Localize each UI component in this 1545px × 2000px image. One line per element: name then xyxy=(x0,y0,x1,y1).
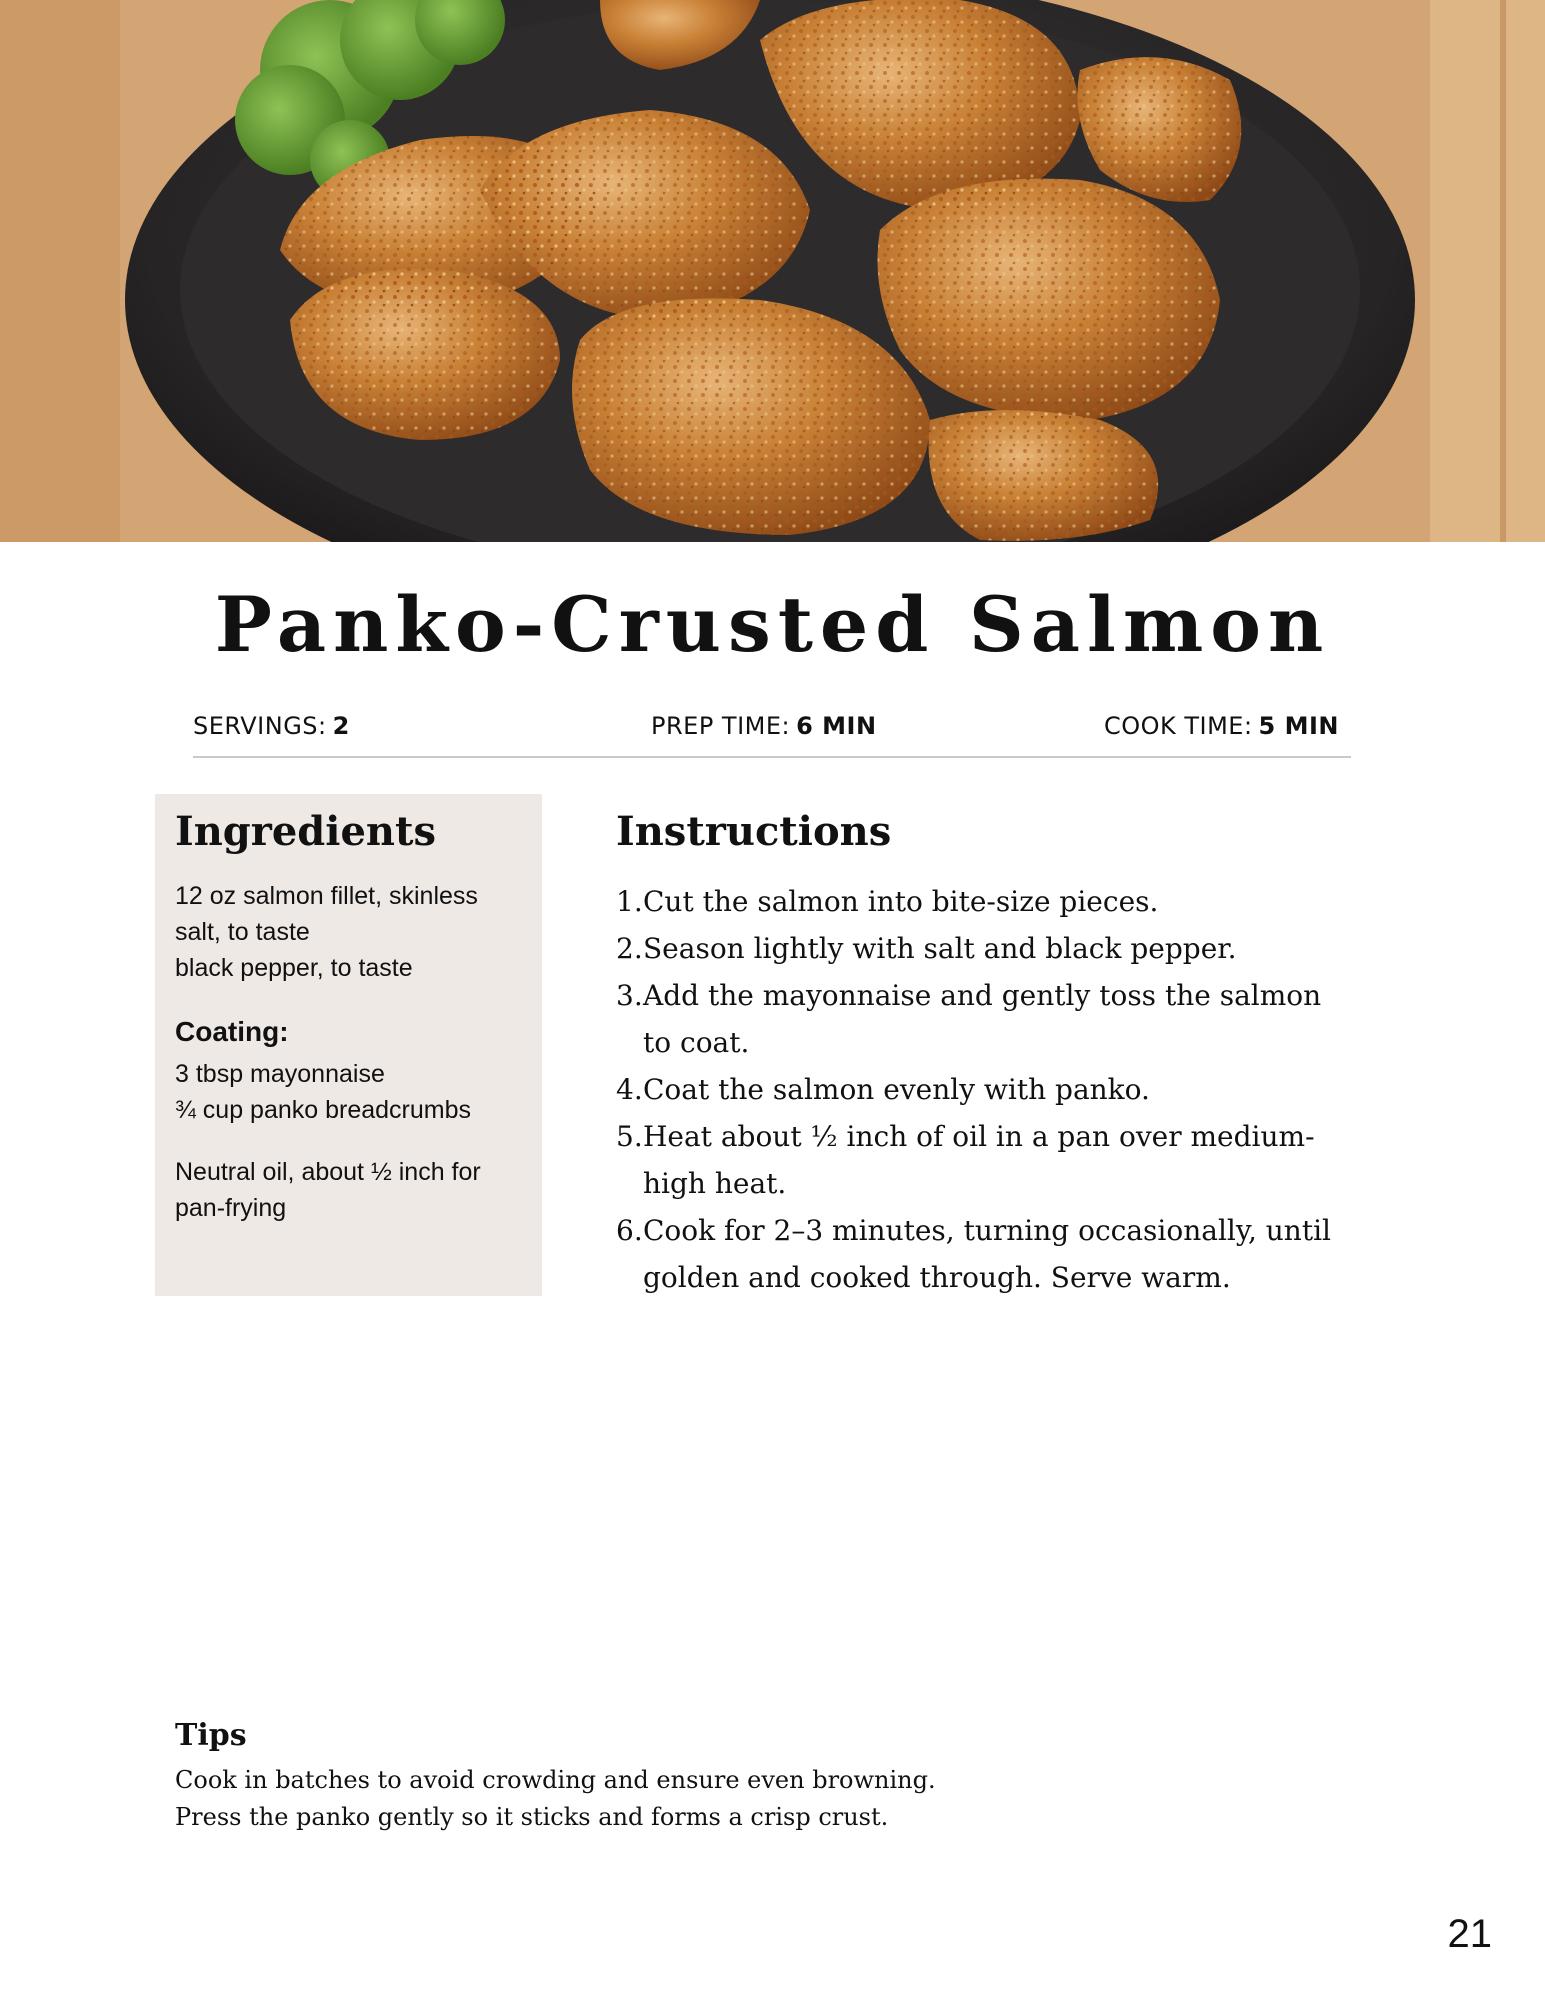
page-number: 21 xyxy=(1447,1912,1492,1956)
step-number: 1. xyxy=(616,885,643,918)
ingredients-panel xyxy=(155,794,542,1296)
step-number: 3. xyxy=(616,979,643,1012)
step-text: Cut the salmon into bite-size pieces. xyxy=(643,885,1159,918)
ingredient-item: 12 oz salmon fillet, skinless xyxy=(175,882,478,910)
step-number: 5. xyxy=(616,1120,643,1153)
coating-heading: Coating: xyxy=(175,1016,289,1047)
instruction-step xyxy=(616,1066,1336,1113)
tips-heading: Tips xyxy=(175,1718,247,1753)
step-text: Cook for 2–3 minutes, turning occasionally, until golden and cooked through. Serve warm. xyxy=(643,1214,1331,1294)
servings-value: 2 xyxy=(332,712,350,740)
coating-list xyxy=(175,1056,535,1128)
tip-line: Press the panko gently so it sticks and forms a crisp crust. xyxy=(175,1803,889,1831)
tip-line: Cook in batches to avoid crowding and ensure even browning. xyxy=(175,1766,936,1794)
cook-time-label: COOK TIME: xyxy=(1103,712,1253,740)
servings-label: SERVINGS: xyxy=(193,712,327,740)
step-text: Add the mayonnaise and gently toss the salmon to coat. xyxy=(643,979,1322,1059)
instructions-heading: Instructions xyxy=(616,808,892,855)
recipe-meta-row xyxy=(193,712,1351,746)
instruction-step xyxy=(616,925,1336,972)
cook-time-info xyxy=(1104,712,1339,740)
step-number: 6. xyxy=(616,1214,643,1247)
fried-salmon-plate-illustration xyxy=(0,0,1545,542)
hero-photo xyxy=(0,0,1545,542)
step-text: Coat the salmon evenly with panko. xyxy=(643,1073,1150,1106)
step-text: Heat about ½ inch of oil in a pan over medium-high heat. xyxy=(643,1120,1315,1200)
prep-time-info xyxy=(651,712,877,740)
instruction-step xyxy=(616,972,1336,1066)
ingredient-item: salt, to taste xyxy=(175,918,310,946)
step-number: 2. xyxy=(616,932,643,965)
tips-text xyxy=(175,1762,1075,1836)
prep-time-value: 6 MIN xyxy=(796,712,877,740)
instruction-step xyxy=(616,1113,1336,1207)
step-text: Season lightly with salt and black pepper. xyxy=(643,932,1237,965)
instructions-list xyxy=(616,878,1336,1301)
meta-divider xyxy=(193,756,1351,758)
ingredients-heading: Ingredients xyxy=(175,808,436,855)
ingredients-list xyxy=(175,878,535,986)
oil-note: Neutral oil, about ½ inch for pan-frying xyxy=(175,1158,481,1222)
coating-item: 3 tbsp mayonnaise xyxy=(175,1060,385,1088)
instruction-step xyxy=(616,1207,1336,1301)
servings-info xyxy=(193,712,350,740)
step-number: 4. xyxy=(616,1073,643,1106)
recipe-title: Panko-Crusted Salmon xyxy=(214,580,1331,669)
cook-time-value: 5 MIN xyxy=(1258,712,1339,740)
ingredient-item: black pepper, to taste xyxy=(175,954,413,982)
prep-time-label: PREP TIME: xyxy=(651,712,791,740)
coating-item: ¾ cup panko breadcrumbs xyxy=(175,1096,472,1124)
instruction-step xyxy=(616,878,1336,925)
